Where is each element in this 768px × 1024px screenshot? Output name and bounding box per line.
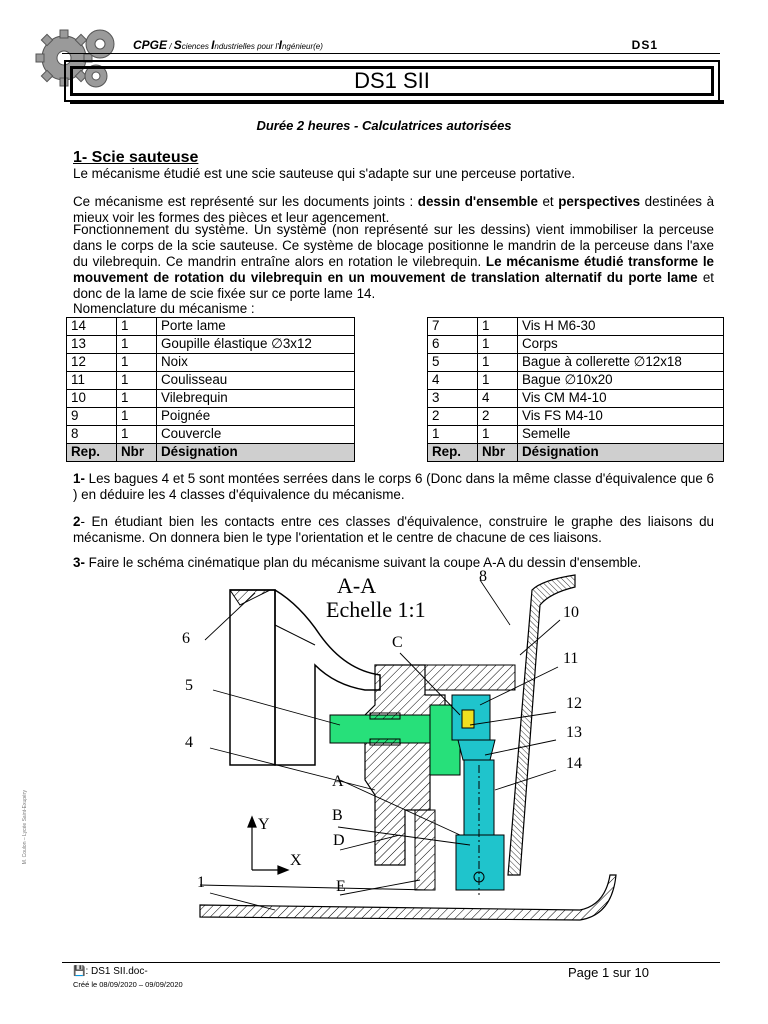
rep-cell: 5	[428, 354, 478, 372]
table-row	[428, 372, 724, 390]
nbr-cell: 1	[478, 336, 518, 354]
rep-cell: 4	[428, 372, 478, 390]
label-E: E	[336, 878, 346, 895]
label-C: C	[392, 634, 403, 651]
table-header-cell: Désignation	[518, 444, 724, 462]
function-paragraph: Fonctionnement du système. Un système (non représenté sur les dessins) vient immobiliser la perceuse dans le corps de la scie sauteuse. Ce système de blocage positionne le mandrin de la perceuse dans l'axe du vilebrequin. Ce mandrin entraîne alors en rotation le vilebrequin. Le mécanisme étudié transforme le mouvement de rotation du vilebrequin en un mouvement de translation alternatif du porte lame et donc de la lame de scie fixée sur ce porte lame 14.	[73, 222, 714, 301]
footer-dates: Créé le 08/09/2020 – 09/09/2020	[73, 980, 183, 989]
nbr-cell: 1	[117, 426, 157, 444]
label-A: A	[332, 773, 344, 790]
rep-cell: 9	[67, 408, 117, 426]
designation-cell: Corps	[518, 336, 724, 354]
floppy-icon: 💾	[73, 966, 86, 977]
table-row	[67, 390, 355, 408]
table-header-row	[67, 444, 355, 462]
part-base-plate	[200, 875, 616, 920]
table-header-cell: Nbr	[478, 444, 518, 462]
table-row	[67, 372, 355, 390]
label-D: D	[333, 832, 345, 849]
label-1: 1	[197, 874, 205, 891]
rep-cell: 6	[428, 336, 478, 354]
part-body-left	[230, 590, 275, 765]
rep-cell: 12	[67, 354, 117, 372]
label-X: X	[290, 852, 302, 869]
table-header-cell: Nbr	[117, 444, 157, 462]
question-1: 1- Les bagues 4 et 5 sont montées serrées dans le corps 6 (Donc dans la même classe d'équivalence que 6 ) en déduire les 4 classes d'équivalence du mécanisme.	[73, 471, 714, 502]
table-row	[428, 318, 724, 336]
nbr-cell: 1	[478, 354, 518, 372]
designation-cell: Vis CM M4-10	[518, 390, 724, 408]
designation-cell: Goupille élastique ∅3x12	[157, 336, 355, 354]
rep-cell: 8	[67, 426, 117, 444]
documents-paragraph: Ce mécanisme est représenté sur les documents joints : dessin d'ensemble et perspectives destinées à mieux voir les formes des pièces et leur agencement.	[73, 194, 715, 225]
label-13: 13	[566, 724, 582, 741]
nbr-cell: 4	[478, 390, 518, 408]
header-code: DS1	[631, 38, 658, 52]
nbr-cell: 1	[117, 372, 157, 390]
nbr-cell: 1	[478, 318, 518, 336]
table-row	[428, 354, 724, 372]
label-11: 11	[563, 650, 579, 667]
nbr-cell: 1	[117, 390, 157, 408]
designation-cell: Bague à collerette ∅12x18	[518, 354, 724, 372]
scale-label: Echelle 1:1	[326, 597, 426, 622]
nbr-cell: 1	[478, 372, 518, 390]
designation-cell: Poignée	[157, 408, 355, 426]
question-2: 2- En étudiant bien les contacts entre ces classes d'équivalence, construire le graphe des liaisons du mécanisme. On donnera bien le type l'orientation et le centre de chacune de ces liaisons.	[73, 514, 714, 545]
rep-cell: 3	[428, 390, 478, 408]
rep-cell: 7	[428, 318, 478, 336]
label-10: 10	[563, 604, 579, 621]
label-12: 12	[566, 695, 582, 712]
rep-cell: 14	[67, 318, 117, 336]
table-row	[67, 318, 355, 336]
label-8: 8	[479, 568, 487, 585]
designation-cell: Vis H M6-30	[518, 318, 724, 336]
label-6: 6	[182, 630, 190, 647]
part-pin-nut	[462, 710, 474, 728]
rep-cell: 10	[67, 390, 117, 408]
designation-cell: Coulisseau	[157, 372, 355, 390]
label-5: 5	[185, 677, 193, 694]
designation-cell: Vis FS M4-10	[518, 408, 724, 426]
footer-rule	[62, 962, 720, 963]
label-4: 4	[185, 734, 193, 751]
designation-cell: Couvercle	[157, 426, 355, 444]
designation-cell: Porte lame	[157, 318, 355, 336]
nomenclature-table-left	[66, 317, 355, 462]
page-title: DS1 SII	[70, 66, 714, 96]
table-row	[428, 426, 724, 444]
designation-cell: Bague ∅10x20	[518, 372, 724, 390]
table-header-cell: Rep.	[67, 444, 117, 462]
designation-cell: Vilebrequin	[157, 390, 355, 408]
footer-file: 💾: DS1 SII.doc-	[73, 966, 148, 977]
page-number: Page 1 sur 10	[568, 965, 649, 980]
table-row	[67, 354, 355, 372]
label-14: 14	[566, 755, 582, 772]
designation-cell: Noix	[157, 354, 355, 372]
table-row	[428, 408, 724, 426]
rep-cell: 1	[428, 426, 478, 444]
label-B: B	[332, 807, 343, 824]
header-school: CPGE / Sciences Industrielles pour l'Ingénieur(e)	[133, 38, 323, 52]
section-label: A-A	[337, 573, 377, 598]
nbr-cell: 1	[117, 336, 157, 354]
table-header-cell: Désignation	[157, 444, 355, 462]
nbr-cell: 2	[478, 408, 518, 426]
intro-paragraph: Le mécanisme étudié est une scie sauteuse qui s'adapte sur une perceuse portative.	[73, 166, 576, 181]
section-title: 1- Scie sauteuse	[73, 149, 199, 166]
rep-cell: 13	[67, 336, 117, 354]
label-Y: Y	[258, 816, 270, 833]
table-header-row	[428, 444, 724, 462]
table-row	[67, 426, 355, 444]
assembly-drawing	[180, 565, 620, 945]
table-row	[428, 336, 724, 354]
header-rule	[62, 53, 720, 54]
table-header-cell: Rep.	[428, 444, 478, 462]
rep-cell: 2	[428, 408, 478, 426]
rep-cell: 11	[67, 372, 117, 390]
side-note: M. Coulon – Lycée Saint-Exupéry	[22, 790, 28, 865]
nomenclature-table-right	[427, 317, 724, 462]
nbr-cell: 1	[478, 426, 518, 444]
table-row	[67, 336, 355, 354]
title-box	[64, 60, 720, 102]
table-row	[67, 408, 355, 426]
nomenclature-label: Nomenclature du mécanisme :	[73, 301, 255, 316]
duration-note: Durée 2 heures - Calculatrices autorisées	[256, 118, 512, 133]
table-row	[428, 390, 724, 408]
nbr-cell: 1	[117, 318, 157, 336]
designation-cell: Semelle	[518, 426, 724, 444]
question-3: 3- Faire le schéma cinématique plan du mécanisme suivant la coupe A-A du dessin d'ensemble.	[73, 555, 642, 570]
nbr-cell: 1	[117, 354, 157, 372]
nbr-cell: 1	[117, 408, 157, 426]
